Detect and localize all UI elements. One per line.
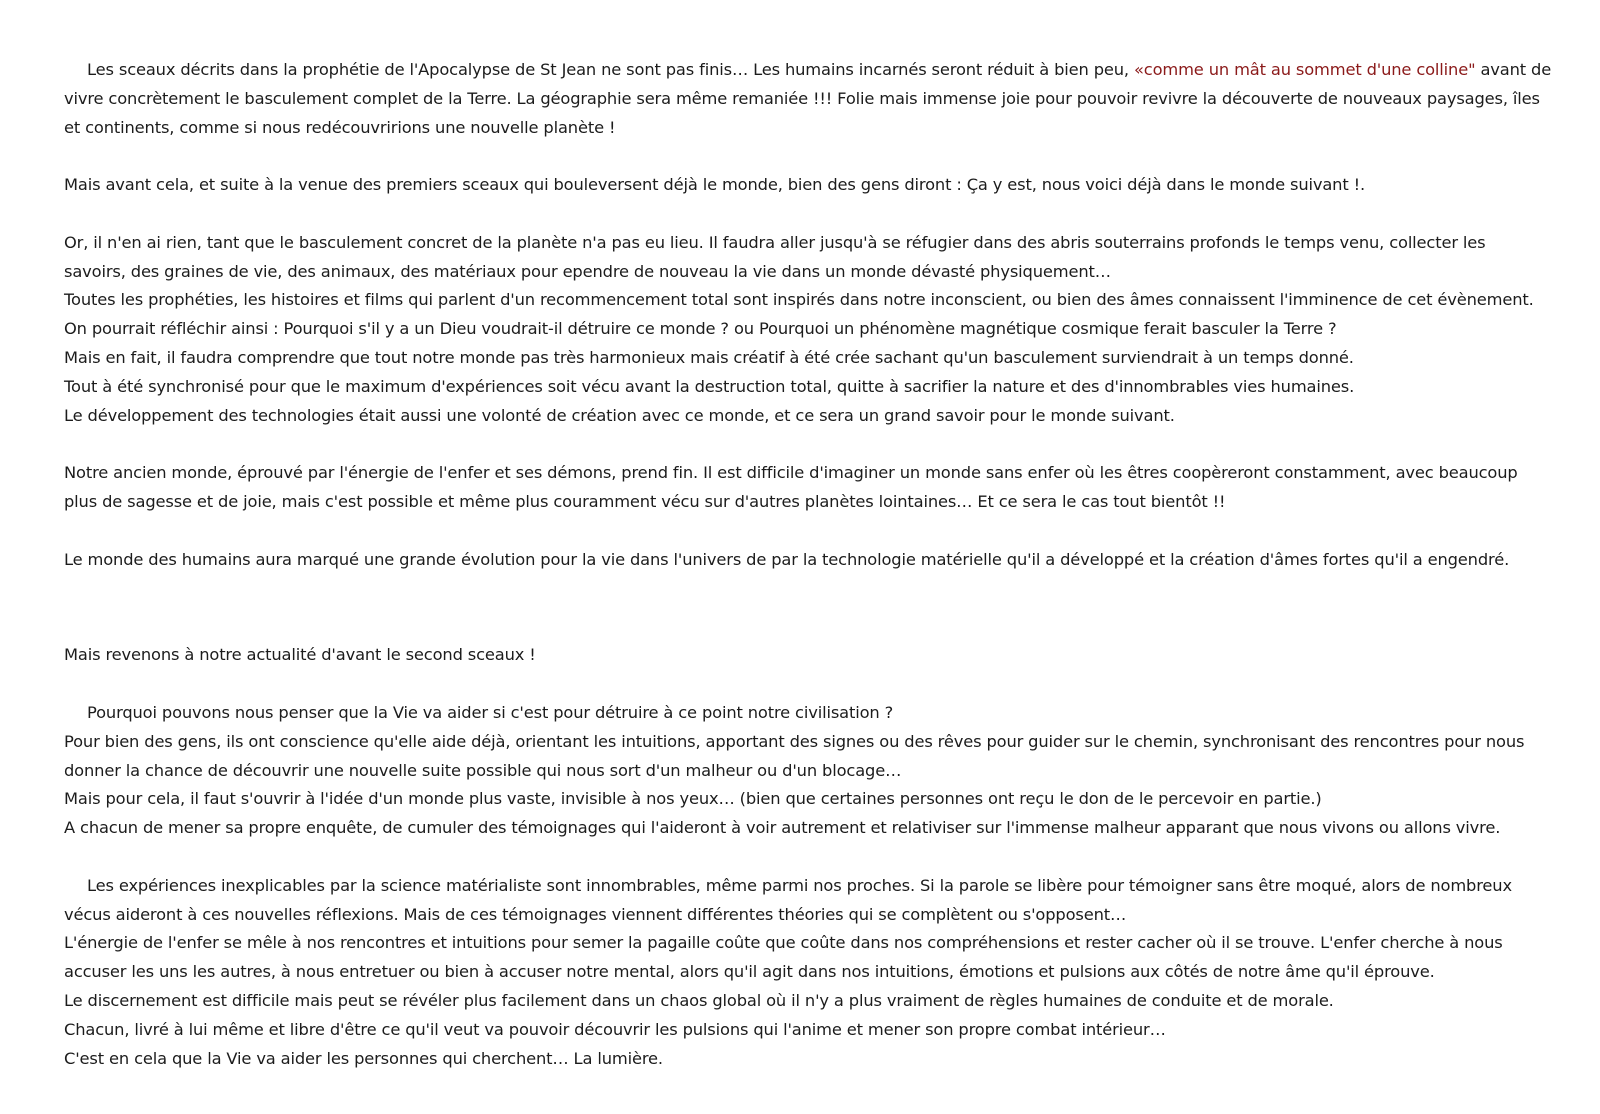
paragraph-19: Chacun, livré à lui même et libre d'être ce qu'il veut va pouvoir découvrir les pulsions qui l'anime et mener son propre combat intérieur… bbox=[64, 1019, 1166, 1039]
paragraph-10: Le monde des humains aura marqué une grande évolution pour la vie dans l'univers de par la technologie matérielle qu'il a développé et la création d'âmes fortes qu'il a engendré. bbox=[64, 549, 1510, 569]
paragraph-spacer bbox=[64, 200, 1552, 229]
paragraph-11: Mais revenons à notre actualité d'avant le second sceaux ! bbox=[64, 645, 536, 665]
paragraph-spacer bbox=[64, 142, 1552, 171]
paragraph-spacer bbox=[64, 670, 1552, 699]
paragraph-2: Mais avant cela, et suite à la venue des premiers sceaux qui bouleversent déjà le monde, bien des gens diront : Ça y est, nous voici déjà dans le monde suivant !. bbox=[64, 175, 1366, 195]
paragraph-spacer bbox=[64, 843, 1552, 872]
paragraph-4: Toutes les prophéties, les histoires et films qui parlent d'un recommencement total sont inspirés dans notre inconscient, ou bien des âmes connaissent l'imminence de cet évènement. bbox=[64, 290, 1534, 310]
paragraph-7: Tout à été synchronisé pour que le maximum d'expériences soit vécu avant la destruction total, quitte à sacrifier la nature et des d'innombrables vies humaines. bbox=[64, 376, 1355, 396]
paragraph-16: Les expériences inexplicables par la science matérialiste sont innombrables, même parmi nos proches. Si la parole se libère pour témoigner sans être moqué, alors de nombreux vécus aideront à ces nouvelles réflexions. Mais de ces témoignages viennent différentes théories qui se complètent ou s'opposent… bbox=[64, 875, 1512, 924]
paragraph-intro bbox=[64, 56, 1552, 142]
paragraph-5: On pourrait réfléchir ainsi : Pourquoi s'il y a un Dieu voudrait-il détruire ce monde ? ou Pourquoi un phénomène magnétique cosmique ferait basculer la Terre ? bbox=[64, 319, 1337, 339]
paragraph-6: Mais en fait, il faudra comprendre que tout notre monde pas très harmonieux mais créatif à été crée sachant qu'un basculement surviendrait à un temps donné. bbox=[64, 347, 1354, 367]
document-body bbox=[64, 56, 1552, 1073]
paragraph-9: Notre ancien monde, éprouvé par l'énergie de l'enfer et ses démons, prend fin. Il est difficile d'imaginer un monde sans enfer où les êtres coopèreront constamment, avec beaucoup plus de sagesse et de joie, mais c'est possible et même plus couramment vécu sur d'autres planètes lointaines… Et ce sera le cas tout bientôt !! bbox=[64, 463, 1518, 511]
intro-text-before: Les sceaux décrits dans la prophétie de l'Apocalypse de St Jean ne sont pas finis… Les humains incarnés seront réduit à bien peu, bbox=[87, 60, 1134, 79]
paragraph-14: Mais pour cela, il faut s'ouvrir à l'idée d'un monde plus vaste, invisible à nos yeux… (bien que certaines personnes ont reçu le don de le percevoir en partie.) bbox=[64, 789, 1322, 809]
intro-text-after: avant de vivre concrètement le basculement complet de la Terre. La géographie sera même remaniée !!! Folie mais immense joie pour pouvoir revivre la découverte de nouveaux paysages, îles et continents, comme si nous redécouvririons une nouvelle planète ! bbox=[64, 60, 1552, 137]
paragraph-17: L'énergie de l'enfer se mêle à nos rencontres et intuitions pour semer la pagaille coûte que coûte dans nos compréhensions et rester cacher où il se trouve. L'enfer cherche à nous accuser les uns les autres, à nous entretuer ou bien à accuser notre mental, alors qu'il agit dans nos intuitions, émotions et pulsions aux côtés de notre âme qu'il éprouve. bbox=[64, 933, 1503, 982]
paragraph-spacer bbox=[64, 430, 1552, 459]
paragraph-3: Or, il n'en ai rien, tant que le basculement concret de la planète n'a pas eu lieu. Il faudra aller jusqu'à se réfugier dans des abris souterrains profonds le temps venu, collecter les savoirs, des graines de vie, des animaux, des matériaux pour ependre de nouveau la vie dans un monde dévasté physiquement… bbox=[64, 232, 1486, 281]
section-spacer bbox=[64, 574, 1552, 641]
paragraph-12: Pourquoi pouvons nous penser que la Vie va aider si c'est pour détruire à ce point notre civilisation ? bbox=[87, 702, 894, 722]
paragraph-spacer bbox=[64, 517, 1552, 546]
paragraph-15: A chacun de mener sa propre enquête, de cumuler des témoignages qui l'aideront à voir autrement et relativiser sur l'immense malheur apparant que nous vivons ou allons vivre. bbox=[64, 818, 1501, 838]
paragraph-20: C'est en cela que la Vie va aider les personnes qui cherchent… La lumière. bbox=[64, 1048, 663, 1068]
paragraph-13: Pour bien des gens, ils ont conscience qu'elle aide déjà, orientant les intuitions, apportant des signes ou des rêves pour guider sur le chemin, synchronisant des rencontres pour nous donner la chance de découvrir une nouvelle suite possible qui nous sort d'un malheur ou d'un blocage… bbox=[64, 731, 1525, 780]
intro-quote: «comme un mât au sommet d'une colline" bbox=[1133, 60, 1476, 79]
paragraph-8: Le développement des technologies était aussi une volonté de création avec ce monde, et ce sera un grand savoir pour le monde suivant. bbox=[64, 405, 1175, 425]
paragraph-18: Le discernement est difficile mais peut se révéler plus facilement dans un chaos global où il n'y a plus vraiment de règles humaines de conduite et de morale. bbox=[64, 990, 1334, 1010]
